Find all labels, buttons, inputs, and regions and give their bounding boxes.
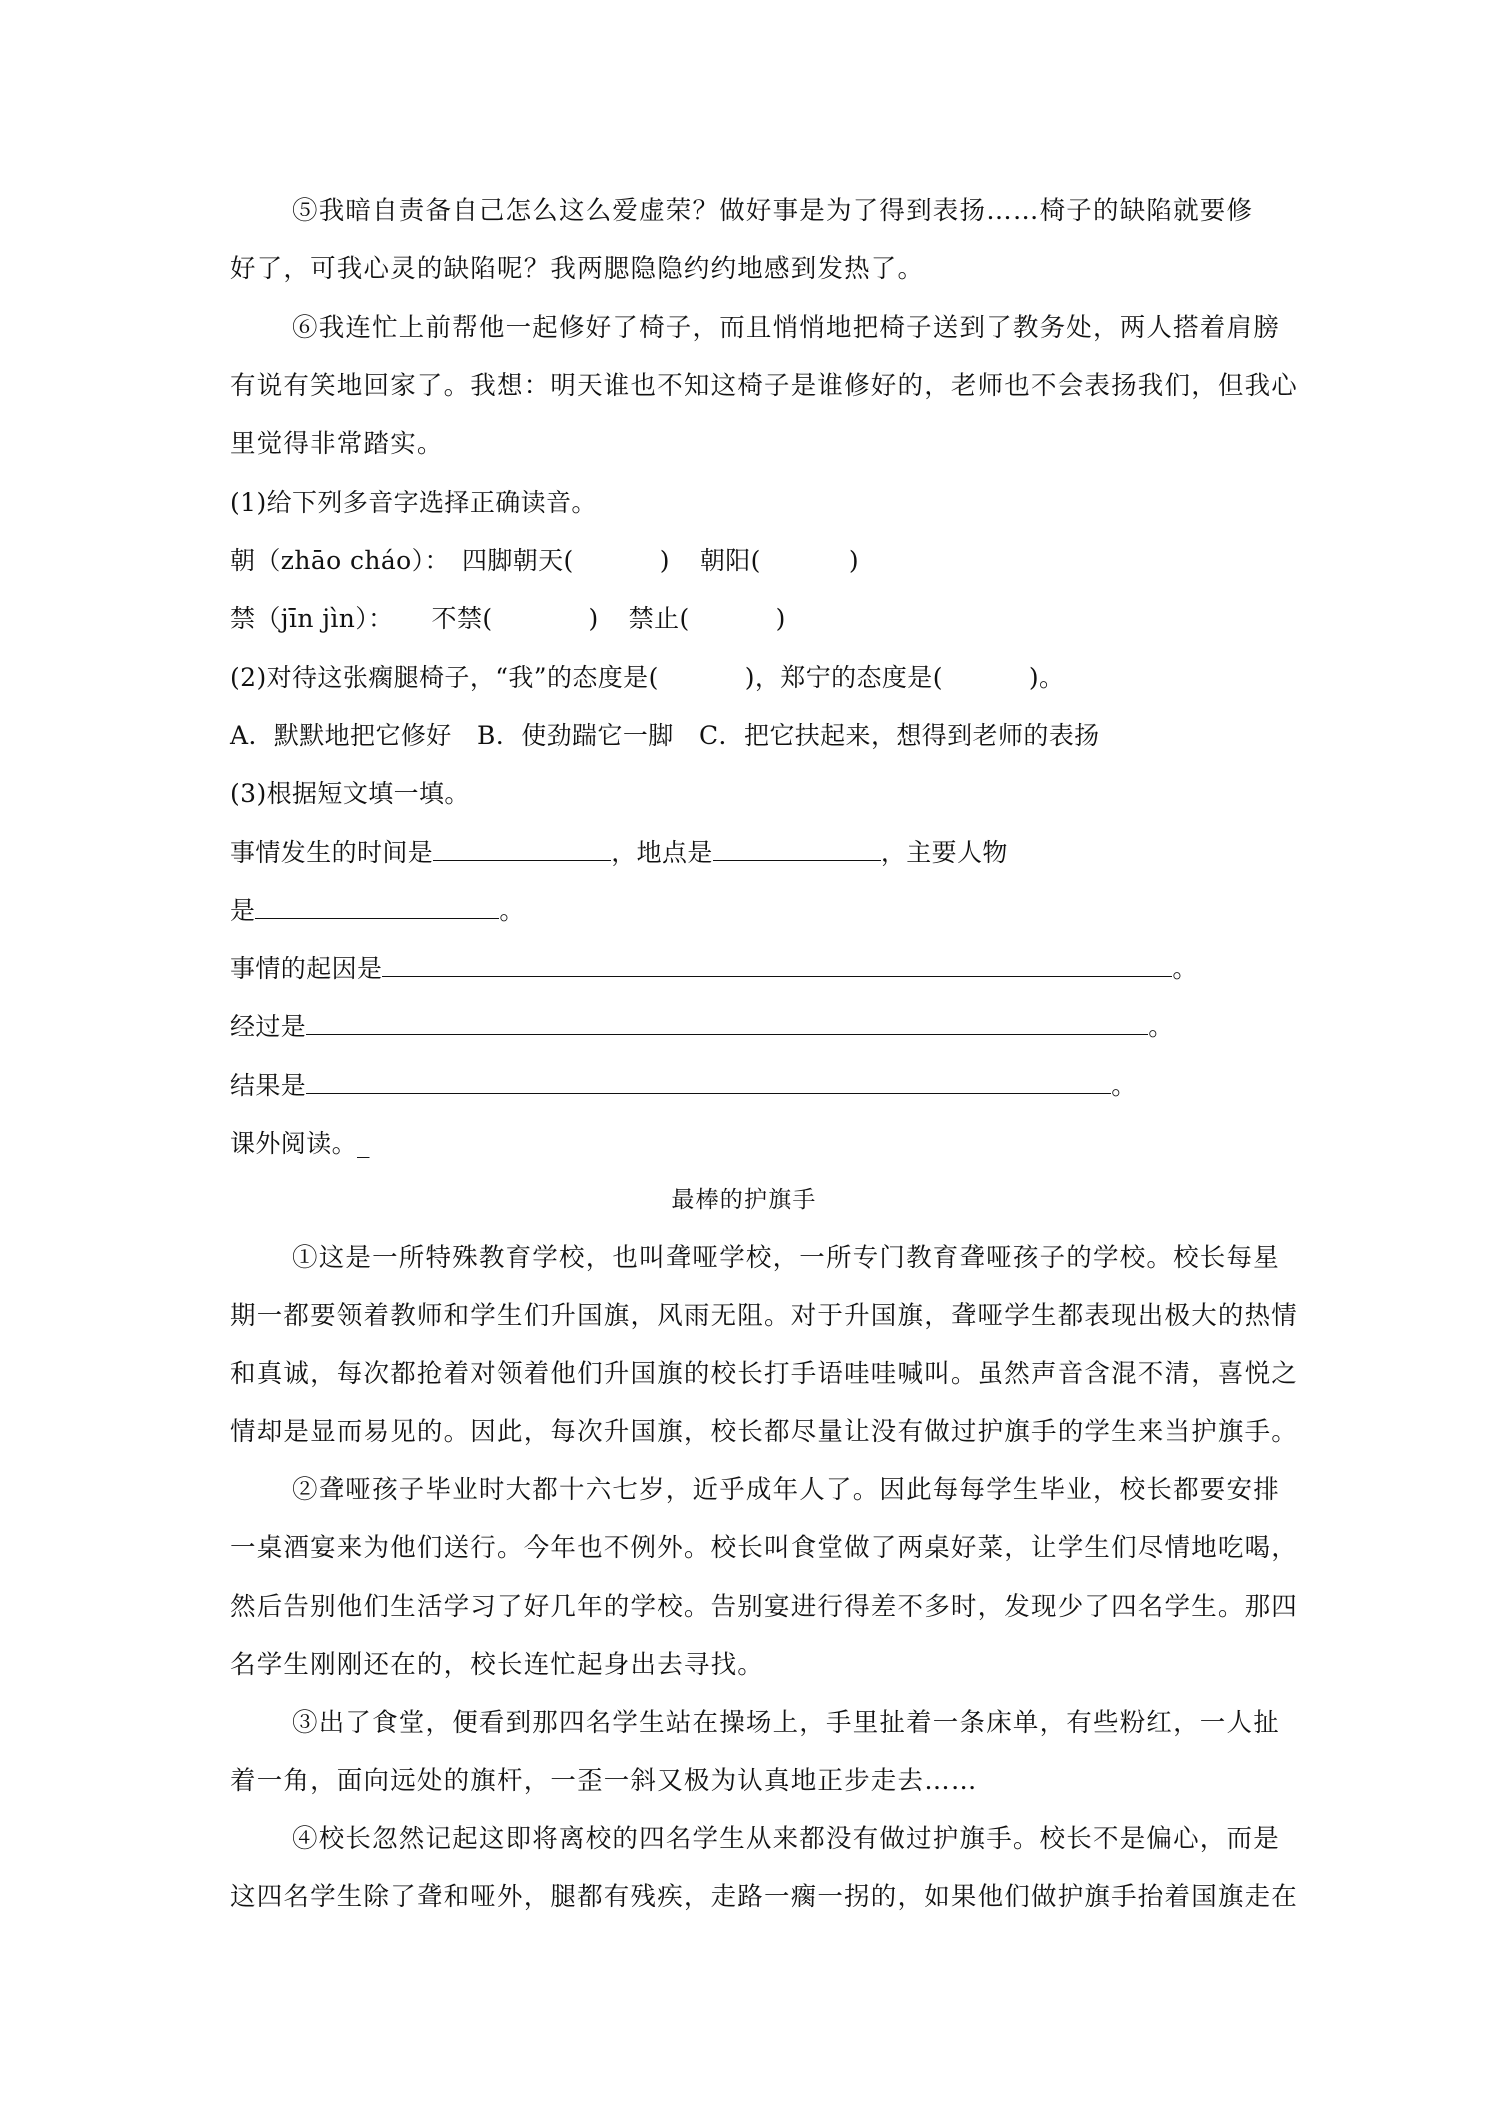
article-p3-line-1: ③出了食堂，便看到那四名学生站在操场上，手里扯着一条床单，有些粉红，一人扯: [292, 1708, 1280, 1738]
article-p1-line-3: 和真诚，每次都抢着对领着他们升国旗的校长打手语哇哇喊叫。虽然声音含混不清，喜悦之: [230, 1359, 1299, 1389]
paragraph-6-line-2: 有说有笑地回家了。我想：明天谁也不知这椅子是谁修好的，老师也不会表扬我们，但我心: [230, 371, 1299, 401]
q1-row2-item1: 不禁(: [431, 604, 493, 633]
article-p1-line-1: ①这是一所特殊教育学校，也叫聋哑学校，一所专门教育聋哑孩子的学校。校长每星: [292, 1243, 1280, 1273]
q3-people-label: ，主要人物: [880, 838, 1008, 867]
q1-row2-item1-close: ): [588, 604, 599, 633]
q3-result-end: 。: [1111, 1071, 1137, 1100]
cause-blank[interactable]: [382, 950, 1172, 977]
question-3-title: (3)根据短文填一填。: [230, 779, 470, 808]
q3-place-label: ，地点是: [611, 838, 713, 867]
process-blank[interactable]: [306, 1008, 1148, 1035]
q1-row1-item2-close: ): [848, 546, 859, 575]
question-3-process: [230, 1007, 1174, 1047]
question-3-line-1: [230, 833, 1008, 873]
question-3-cause: [230, 949, 1198, 989]
q2-part-2: )，郑宁的态度是(: [744, 663, 943, 692]
q3-line2-end: 。: [499, 896, 525, 925]
time-blank[interactable]: [433, 834, 611, 861]
extra-reading-heading: 课外阅读。_: [230, 1129, 370, 1158]
q3-process-end: 。: [1148, 1012, 1174, 1041]
article-p1-line-4: 情却是显而易见的。因此，每次升国旗，校长都尽量让没有做过护旗手的学生来当护旗手。: [230, 1417, 1299, 1447]
q1-row2-item2: 禁止(: [628, 604, 690, 633]
question-3-line-2: [230, 891, 525, 931]
q2-part-1: (2)对待这张瘸腿椅子，“我”的态度是(: [230, 663, 659, 692]
place-blank[interactable]: [713, 834, 881, 861]
article-p2-line-4: 名学生刚刚还在的，校长连忙起身出去寻找。: [230, 1650, 765, 1680]
q3-result-label: 结果是: [230, 1071, 307, 1100]
q1-row1-item2: 朝阳(: [699, 546, 761, 575]
article-p2-line-1: ②聋哑孩子毕业时大都十六七岁，近乎成年人了。因此每每学生毕业，校长都要安排: [292, 1475, 1280, 1505]
q1-row2-head: 禁（jīn jìn）：: [230, 604, 394, 633]
q1-row2-item2-close: ): [775, 604, 786, 633]
article-p4-line-1: ④校长忽然记起这即将离校的四名学生从来都没有做过护旗手。校长不是偏心，而是: [292, 1824, 1280, 1854]
q2-part-3: )。: [1028, 663, 1065, 692]
q1-row1-head: 朝（zhāo cháo）：: [230, 546, 450, 575]
q3-cause-end: 。: [1172, 954, 1198, 983]
article-p3-line-2: 着一角，面向远处的旗杆，一歪一斜又极为认真地正步走去……: [230, 1766, 978, 1796]
q3-time-label: 事情发生的时间是: [230, 838, 434, 867]
question-1-row-1: [230, 541, 859, 581]
q3-cause-label: 事情的起因是: [230, 954, 383, 983]
people-blank[interactable]: [255, 892, 499, 919]
q1-row1-item1: 四脚朝天(: [461, 546, 574, 575]
article-title: 最棒的护旗手: [671, 1187, 817, 1213]
paragraph-5-line-2: 好了，可我心灵的缺陷呢？我两腮隐隐约约地感到发热了。: [230, 254, 925, 284]
article-p2-line-2: 一桌酒宴来为他们送行。今年也不例外。校长叫食堂做了两桌好菜，让学生们尽情地吃喝，: [230, 1533, 1299, 1563]
question-1-row-2: [230, 599, 786, 639]
question-1-title: (1)给下列多音字选择正确读音。: [230, 488, 597, 517]
article-p2-line-3: 然后告别他们生活学习了好几年的学校。告别宴进行得差不多时，发现少了四名学生。那四: [230, 1592, 1299, 1622]
result-blank[interactable]: [306, 1067, 1111, 1094]
article-p1-line-2: 期一都要领着教师和学生们升国旗，风雨无阻。对于升国旗，聋哑学生都表现出极大的热情: [230, 1301, 1299, 1331]
article-p4-line-2: 这四名学生除了聋和哑外，腿都有残疾，走路一瘸一拐的，如果他们做护旗手抬着国旗走在: [230, 1882, 1299, 1912]
question-2-options: A．默默地把它修好 B．使劲踹它一脚 C．把它扶起来，想得到老师的表扬: [230, 721, 1100, 750]
paragraph-6-line-1: ⑥我连忙上前帮他一起修好了椅子，而且悄悄地把椅子送到了教务处，两人搭着肩膀: [292, 313, 1280, 343]
question-2: [230, 658, 1064, 698]
q3-process-label: 经过是: [230, 1012, 307, 1041]
paragraph-6-line-3: 里觉得非常踏实。: [230, 429, 444, 459]
q3-people-label-cont: 是: [230, 896, 256, 925]
question-3-result: [230, 1066, 1137, 1106]
paragraph-5-line-1: ⑤我暗自责备自己怎么这么爱虚荣？做好事是为了得到表扬……椅子的缺陷就要修: [292, 196, 1254, 226]
q1-row1-item1-close: ): [659, 546, 670, 575]
